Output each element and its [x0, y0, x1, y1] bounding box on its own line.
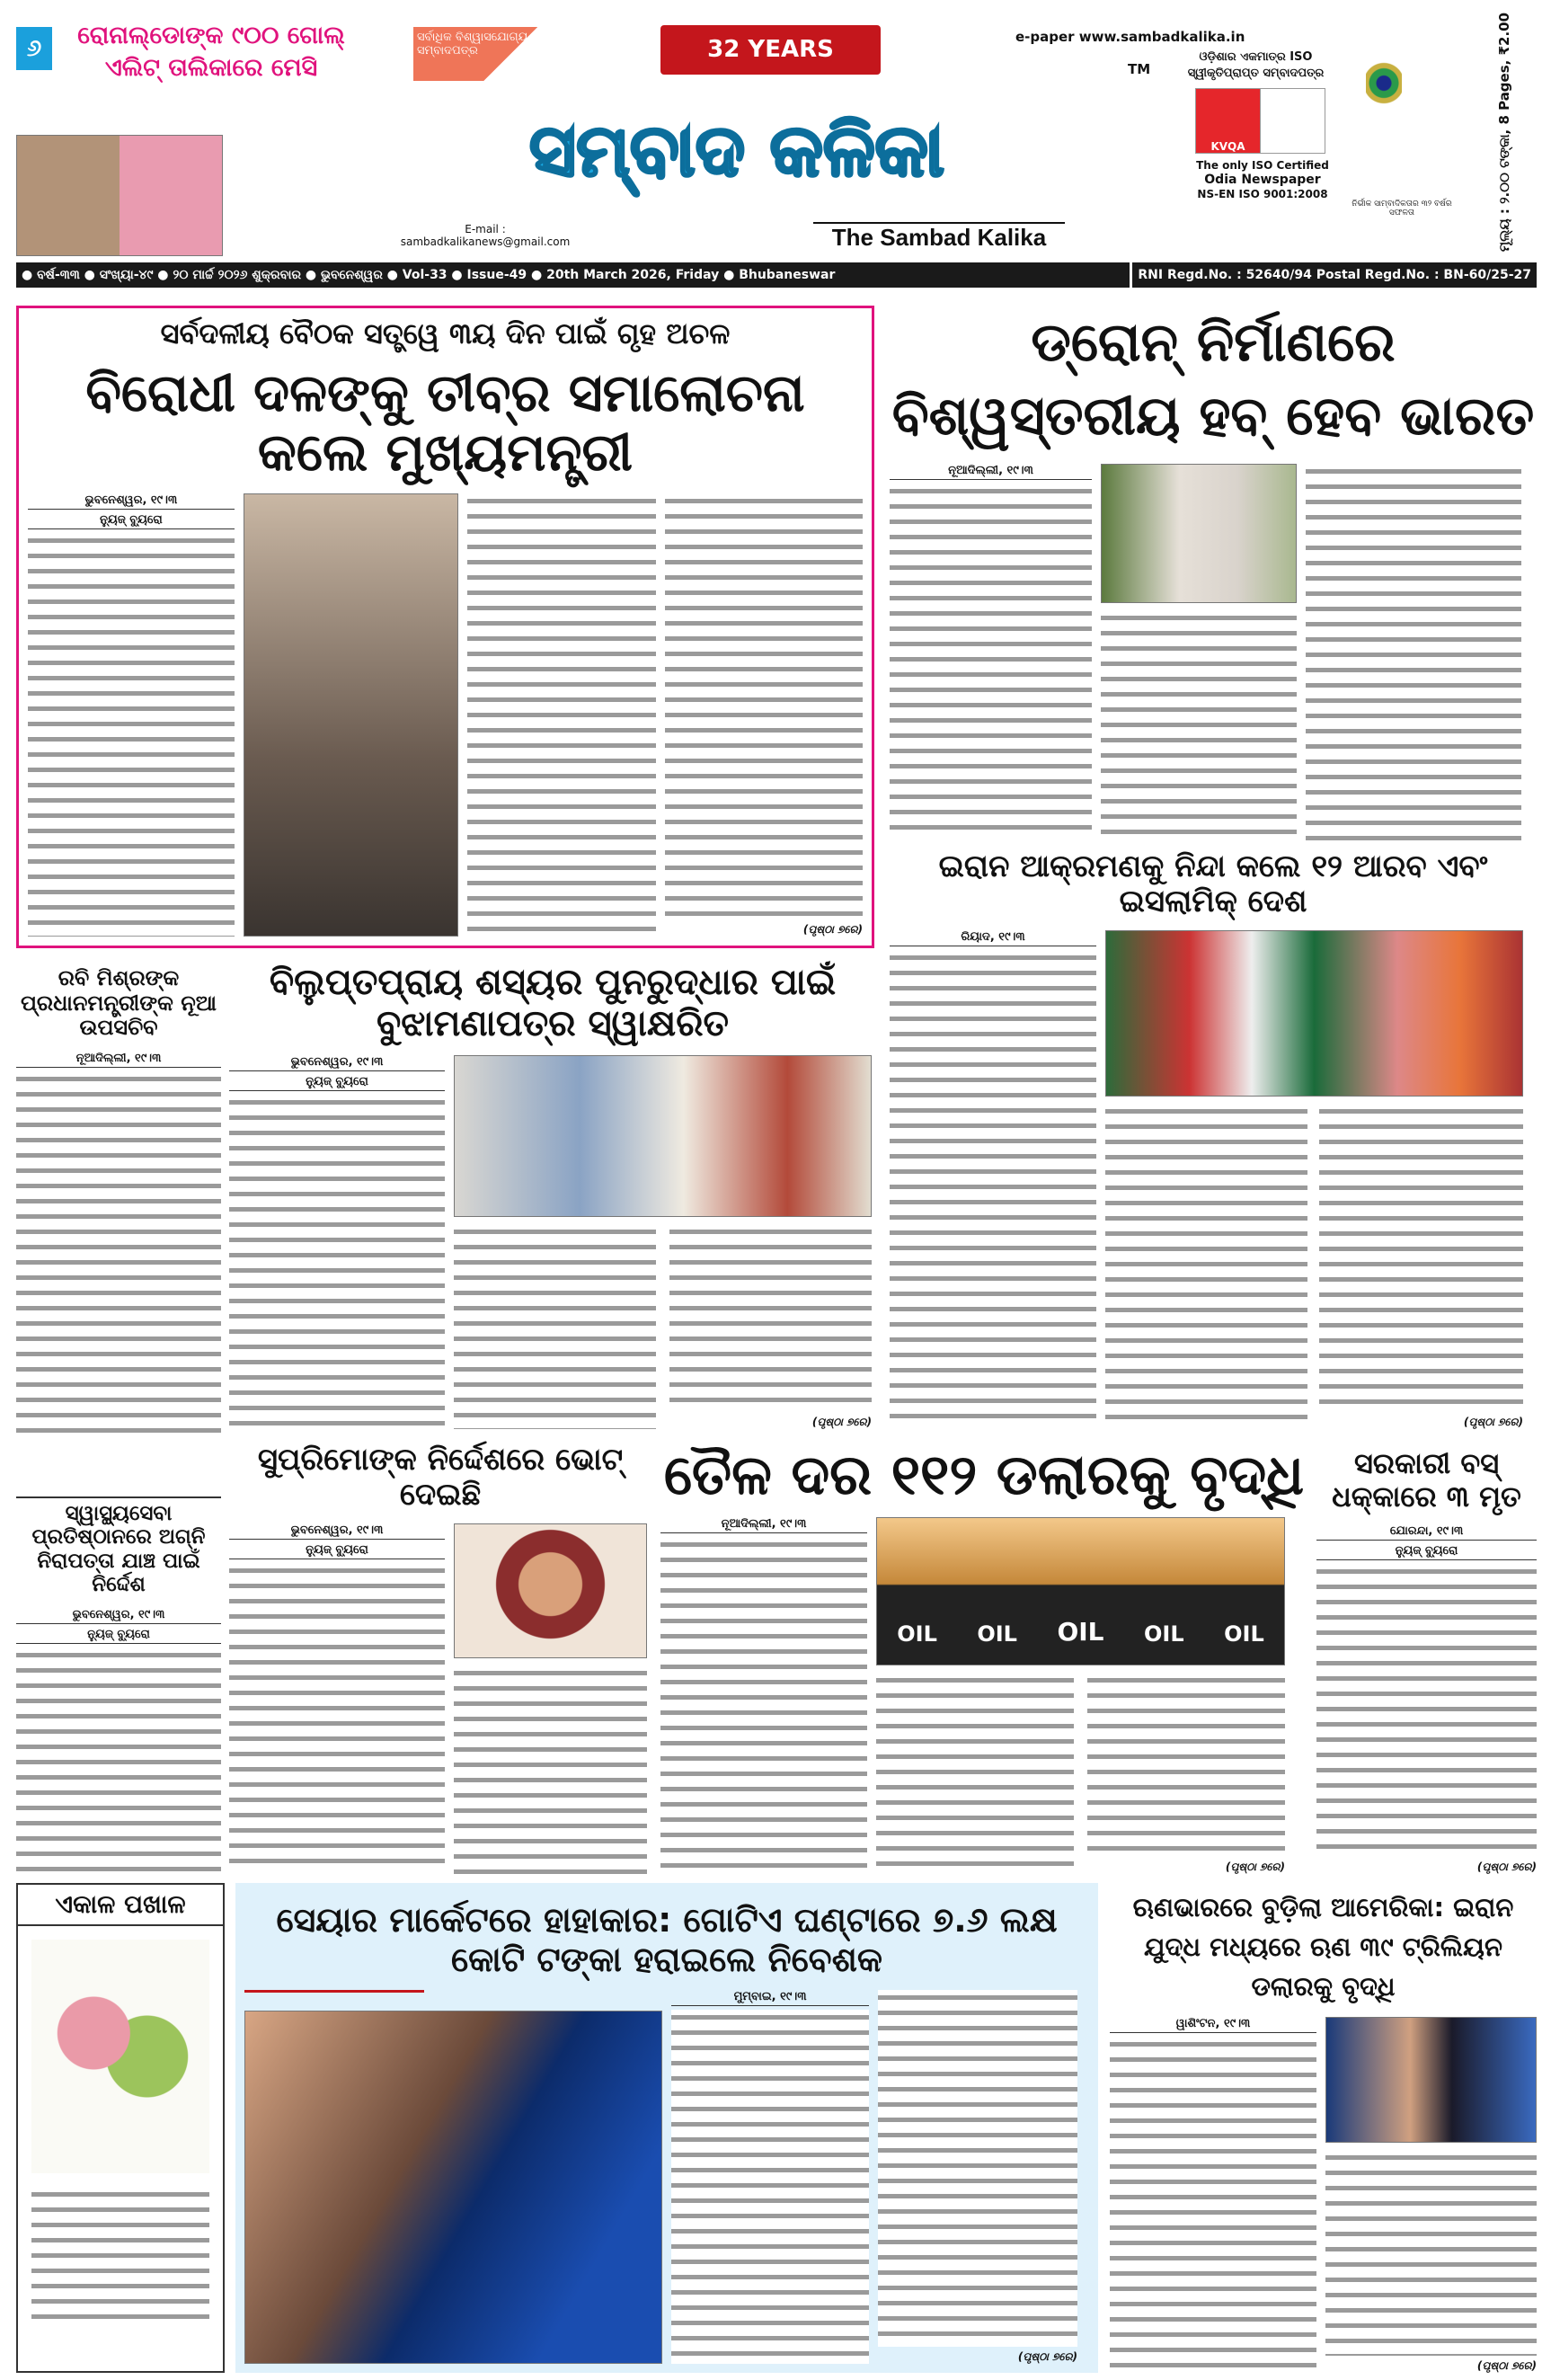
norsk-mark — [1260, 89, 1325, 153]
english-name: The Sambad Kalika — [813, 222, 1065, 252]
bureau: ନ୍ୟୁଜ୍ ବ୍ୟୁରୋ — [1316, 1544, 1537, 1560]
politician-photo — [454, 1523, 647, 1658]
iso-line: Odia Newspaper — [1204, 173, 1321, 187]
article-iran[interactable] — [890, 849, 1537, 1429]
cartoon-box[interactable] — [16, 1883, 225, 2373]
bureau: ନ୍ୟୁଜ୍ ବ୍ୟୁରୋ — [229, 1075, 445, 1091]
article-debt[interactable] — [1110, 1887, 1537, 2373]
continued-marker[interactable]: (ପୃଷ୍ଠା ୭ରେ) — [802, 923, 863, 936]
article-body — [671, 2010, 869, 2364]
article-headline[interactable]: ସରକାରୀ ବସ୍ ଧକ୍କାରେ ୩ ମୃତ — [1332, 1446, 1521, 1514]
article-body — [229, 1563, 445, 1874]
article-body — [28, 533, 235, 937]
article-body — [1325, 2150, 1537, 2356]
newspaper-logo: ସମ୍ବାଦ କଳିକା — [529, 109, 944, 192]
article-oil[interactable] — [660, 1443, 1307, 1874]
email-address[interactable]: sambadkalikanews@gmail.com — [400, 235, 571, 248]
article-headline[interactable]: ଡ୍ରୋନ୍ ନିର୍ମାଣରେ ବିଶ୍ୱସ୍ତରୀୟ ହବ୍ ହେବ ଭାରତ — [891, 311, 1535, 448]
article-body — [660, 1537, 867, 1874]
cartoon-caption — [31, 2187, 209, 2322]
dateline: ରିୟାଦ, ୧୯।୩ — [890, 930, 1096, 946]
article-body — [16, 1647, 221, 1874]
email-label — [386, 223, 584, 248]
article-body — [229, 1095, 445, 1429]
article-bus[interactable] — [1316, 1447, 1537, 1874]
article-body — [1101, 610, 1297, 840]
years-ribbon: 32 YEARS — [660, 25, 881, 75]
article-body — [454, 1665, 647, 1874]
dateline: ମୁମ୍ବାଇ, ୧୯।୩ — [671, 1990, 869, 2006]
article-headline[interactable]: ସେୟାର ମାର୍କେଟରେ ହାହାକାର: ଗୋଟିଏ ଘଣ୍ଟାରେ ୭.୬ ଲକ୍ଷ କୋଟି ଟଙ୍କା ହରାଇଲେ ନିବେଶକ — [276, 1900, 1058, 1979]
epaper-link[interactable]: e-paper www.sambadkalika.in — [1015, 29, 1245, 45]
tagline-banner: ସର୍ବାଧିକ ବିଶ୍ୱାସଯୋଗ୍ୟ ସମ୍ବାଦପତ୍ର — [413, 27, 566, 81]
article-body — [1110, 2037, 1316, 2373]
continued-marker[interactable]: (ପୃଷ୍ଠା ୭ରେ) — [1463, 1416, 1523, 1428]
date-bar — [16, 262, 1537, 288]
dateline: ନୂଆଦିଲ୍ଲୀ, ୧୯।୩ — [16, 1052, 221, 1068]
continued-marker[interactable]: (ପୃଷ୍ଠା ୭ରେ) — [811, 1416, 872, 1428]
dateline: ନୂଆଦିଲ୍ଲୀ, ୧୯।୩ — [890, 464, 1092, 480]
stock-chart-photo — [244, 2011, 662, 2364]
cm-photo — [244, 493, 459, 937]
oil-barrels-photo — [876, 1517, 1285, 1665]
trademark: TM — [1128, 61, 1151, 77]
article-body — [467, 493, 656, 937]
article-body — [16, 1071, 221, 1434]
article-body — [878, 1990, 1077, 2347]
article-body — [876, 1673, 1074, 1874]
cartoon-title: ଏକାଳ ପଖାଳ — [18, 1885, 223, 1926]
article-body — [1319, 1104, 1523, 1412]
barrel-label: OIL — [897, 1621, 937, 1647]
article-drone[interactable] — [890, 306, 1537, 840]
continued-marker[interactable]: (ପୃଷ୍ଠା ୭ରେ) — [1225, 1860, 1285, 1873]
article-body — [1105, 1104, 1307, 1429]
article-body — [1306, 464, 1521, 840]
feather-caption: ନିର୍ଭୀକ ସାମ୍ବାଦିକତାର ୩୨ ବର୍ଷର ସଫଳତା — [1352, 200, 1452, 218]
dateline: ୱାଶିଂଟନ, ୧୯।୩ — [1110, 2017, 1316, 2033]
dateline: ଭୁବନେଶ୍ୱର, ୧୯।୩ — [229, 1055, 445, 1071]
continued-marker[interactable]: (ପୃଷ୍ଠା ୭ରେ) — [1476, 2359, 1537, 2372]
article-headline[interactable]: ବିରୋଧୀ ଦଳଙ୍କୁ ତୀବ୍ର ସମାଲୋଚନା କଲେ ମୁଖ୍ୟମନ୍ତ୍ରୀ — [85, 361, 805, 484]
article-headline[interactable]: ଇରାନ ଆକ୍ରମଣକୁ ନିନ୍ଦା କଲେ ୧୨ ଆରବ ଏବଂ ଇସଲାମିକ୍ ଦେଶ — [938, 848, 1488, 920]
continued-marker[interactable]: (ପୃଷ୍ଠା ୭ରେ) — [1017, 2350, 1077, 2363]
article-body — [890, 950, 1096, 1429]
article-fire[interactable] — [16, 1496, 221, 1874]
mou-photo — [454, 1055, 872, 1217]
barrel-label: OIL — [1144, 1621, 1184, 1647]
dateline: ଭୁବନେଶ୍ୱର, ୧୯।୩ — [16, 1608, 221, 1624]
barrel-label: OIL — [1224, 1621, 1264, 1647]
teaser-photo[interactable] — [16, 135, 223, 256]
flags-photo — [1105, 930, 1523, 1097]
article-headline[interactable]: ସ୍ୱାସ୍ଥ୍ୟସେବା ପ୍ରତିଷ୍ଠାନରେ ଅଗ୍ନି ନିରାପତ୍ତା ଯାଞ୍ଚ ପାଇଁ ନିର୍ଦ୍ଦେଶ — [31, 1502, 206, 1597]
page-number-badge: ୬ — [16, 27, 52, 70]
article-cm[interactable] — [16, 306, 874, 948]
iso-logo — [1195, 88, 1325, 154]
article-headline[interactable]: ତୈଳ ଦର ୧୧୨ ଡଲାରକୁ ବୃଦ୍ଧି — [663, 1442, 1305, 1507]
barrel-label: OIL — [977, 1621, 1017, 1647]
bureau: ନ୍ୟୁଜ୍ ବ୍ୟୁରୋ — [16, 1628, 221, 1644]
article-kicker: ସର୍ବଦଳୀୟ ବୈଠକ ସତ୍ତ୍ୱେ ୩ୟ ଦିନ ପାଇଁ ଗୃହ ଅଚଳ — [160, 316, 731, 351]
article-body — [1316, 1564, 1537, 1857]
iso-line: The only ISO Certified — [1196, 159, 1329, 172]
article-headline[interactable]: ରବି ମିଶ୍ରଙ୍କ ପ୍ରଧାନମନ୍ତ୍ରୀଙ୍କ ନୂଆ ଉପସଚିବ — [20, 965, 217, 1041]
dateline: ନୂଆଦିଲ୍ଲୀ, ୧୯।୩ — [660, 1517, 867, 1533]
kvqa-mark: KVQA — [1196, 89, 1260, 153]
article-body — [669, 1224, 872, 1412]
continued-marker[interactable]: (ପୃଷ୍ଠା ୭ରେ) — [1476, 1860, 1537, 1873]
divider — [244, 1990, 424, 1993]
article-body — [665, 493, 863, 919]
iso-text — [1186, 158, 1339, 201]
article-body — [454, 1224, 656, 1429]
cartoon-drawing — [31, 1940, 209, 2173]
article-headline[interactable]: ସୁପ୍ରିମୋଙ୍କ ନିର୍ଦ୍ଦେଶରେ ଭୋଟ୍ ଦେଇଛି — [257, 1442, 624, 1514]
bureau: ନ୍ୟୁଜ୍ ବ୍ୟୁରୋ — [229, 1543, 445, 1559]
dateline: ଯୋରନ୍ଦା, ୧୯।୩ — [1316, 1524, 1537, 1541]
bureau: ନ୍ୟୁଜ୍ ବ୍ୟୁରୋ — [28, 513, 235, 529]
minister-photo — [1101, 464, 1297, 603]
article-headline[interactable]: ବିଲୁପ୍ତପ୍ରାୟ ଶସ୍ୟର ପୁନରୁଦ୍ଧାର ପାଇଁ ବୁଝାମଣାପତ୍ର ସ୍ୱାକ୍ଷରିତ — [269, 962, 837, 1044]
dateline: ଭୁବନେଶ୍ୱର, ୧୯।୩ — [28, 493, 235, 510]
article-seeds[interactable] — [229, 962, 876, 1429]
article-body — [890, 484, 1092, 840]
article-ravi[interactable] — [16, 966, 221, 1434]
article-headline[interactable]: ଋଣଭାରରେ ବୁଡ଼ିଲା ଆମେରିକା: ଇରାନ ଯୁଦ୍ଧ ମଧ୍ୟରେ ଋଣ ୩୯ ଟ୍ରିଲିୟନ ଡଲାରକୁ ବୃଦ୍ଧି — [1132, 1892, 1514, 2002]
barrel-label: OIL — [1057, 1617, 1104, 1647]
price: ମୂଲ୍ୟ : ୨.୦୦ ଟଙ୍କା, 8 Pages, ₹2.00 — [1496, 12, 1512, 252]
article-vote[interactable] — [229, 1443, 651, 1874]
sports-teaser[interactable]: ରୋନାଲ୍ଡୋଙ୍କ ୯୦୦ ଗୋଲ୍ ଏଲିଟ୍ ତାଲିକାରେ ମେସି — [77, 22, 345, 82]
article-market[interactable] — [235, 1883, 1098, 2373]
issue-info: ● ବର୍ଷ-୩୩ ● ସଂଖ୍ୟା-୪୯ ● ୨୦ ମାର୍ଚ୍ଚ ୨୦୨୬ ଶୁକ୍ରବାର ● ଭୁବନେଶ୍ୱର ● Vol-33 ● Issue-49 ● 20th March 2026, Friday ● Bhubaneswar — [22, 268, 836, 282]
trader-photo — [1325, 2017, 1537, 2143]
iso-odia: ଓଡ଼ିଶାର ଏକମାତ୍ର ISO ସ୍ୱୀକୃତିପ୍ରାପ୍ତ ସମ୍ବାଦପତ୍ର — [1187, 50, 1325, 80]
peacock-feather-icon — [1366, 45, 1402, 198]
dateline: ଭୁବନେଶ୍ୱର, ୧୯।୩ — [229, 1523, 445, 1540]
email-caption: E-mail : — [465, 223, 506, 235]
registration-info: RNI Regd.No. : 52640/94 Postal Regd.No. : BN-60/25-27 — [1130, 262, 1531, 288]
article-body — [1087, 1673, 1285, 1857]
iso-line: NS-EN ISO 9001:2008 — [1197, 188, 1328, 200]
